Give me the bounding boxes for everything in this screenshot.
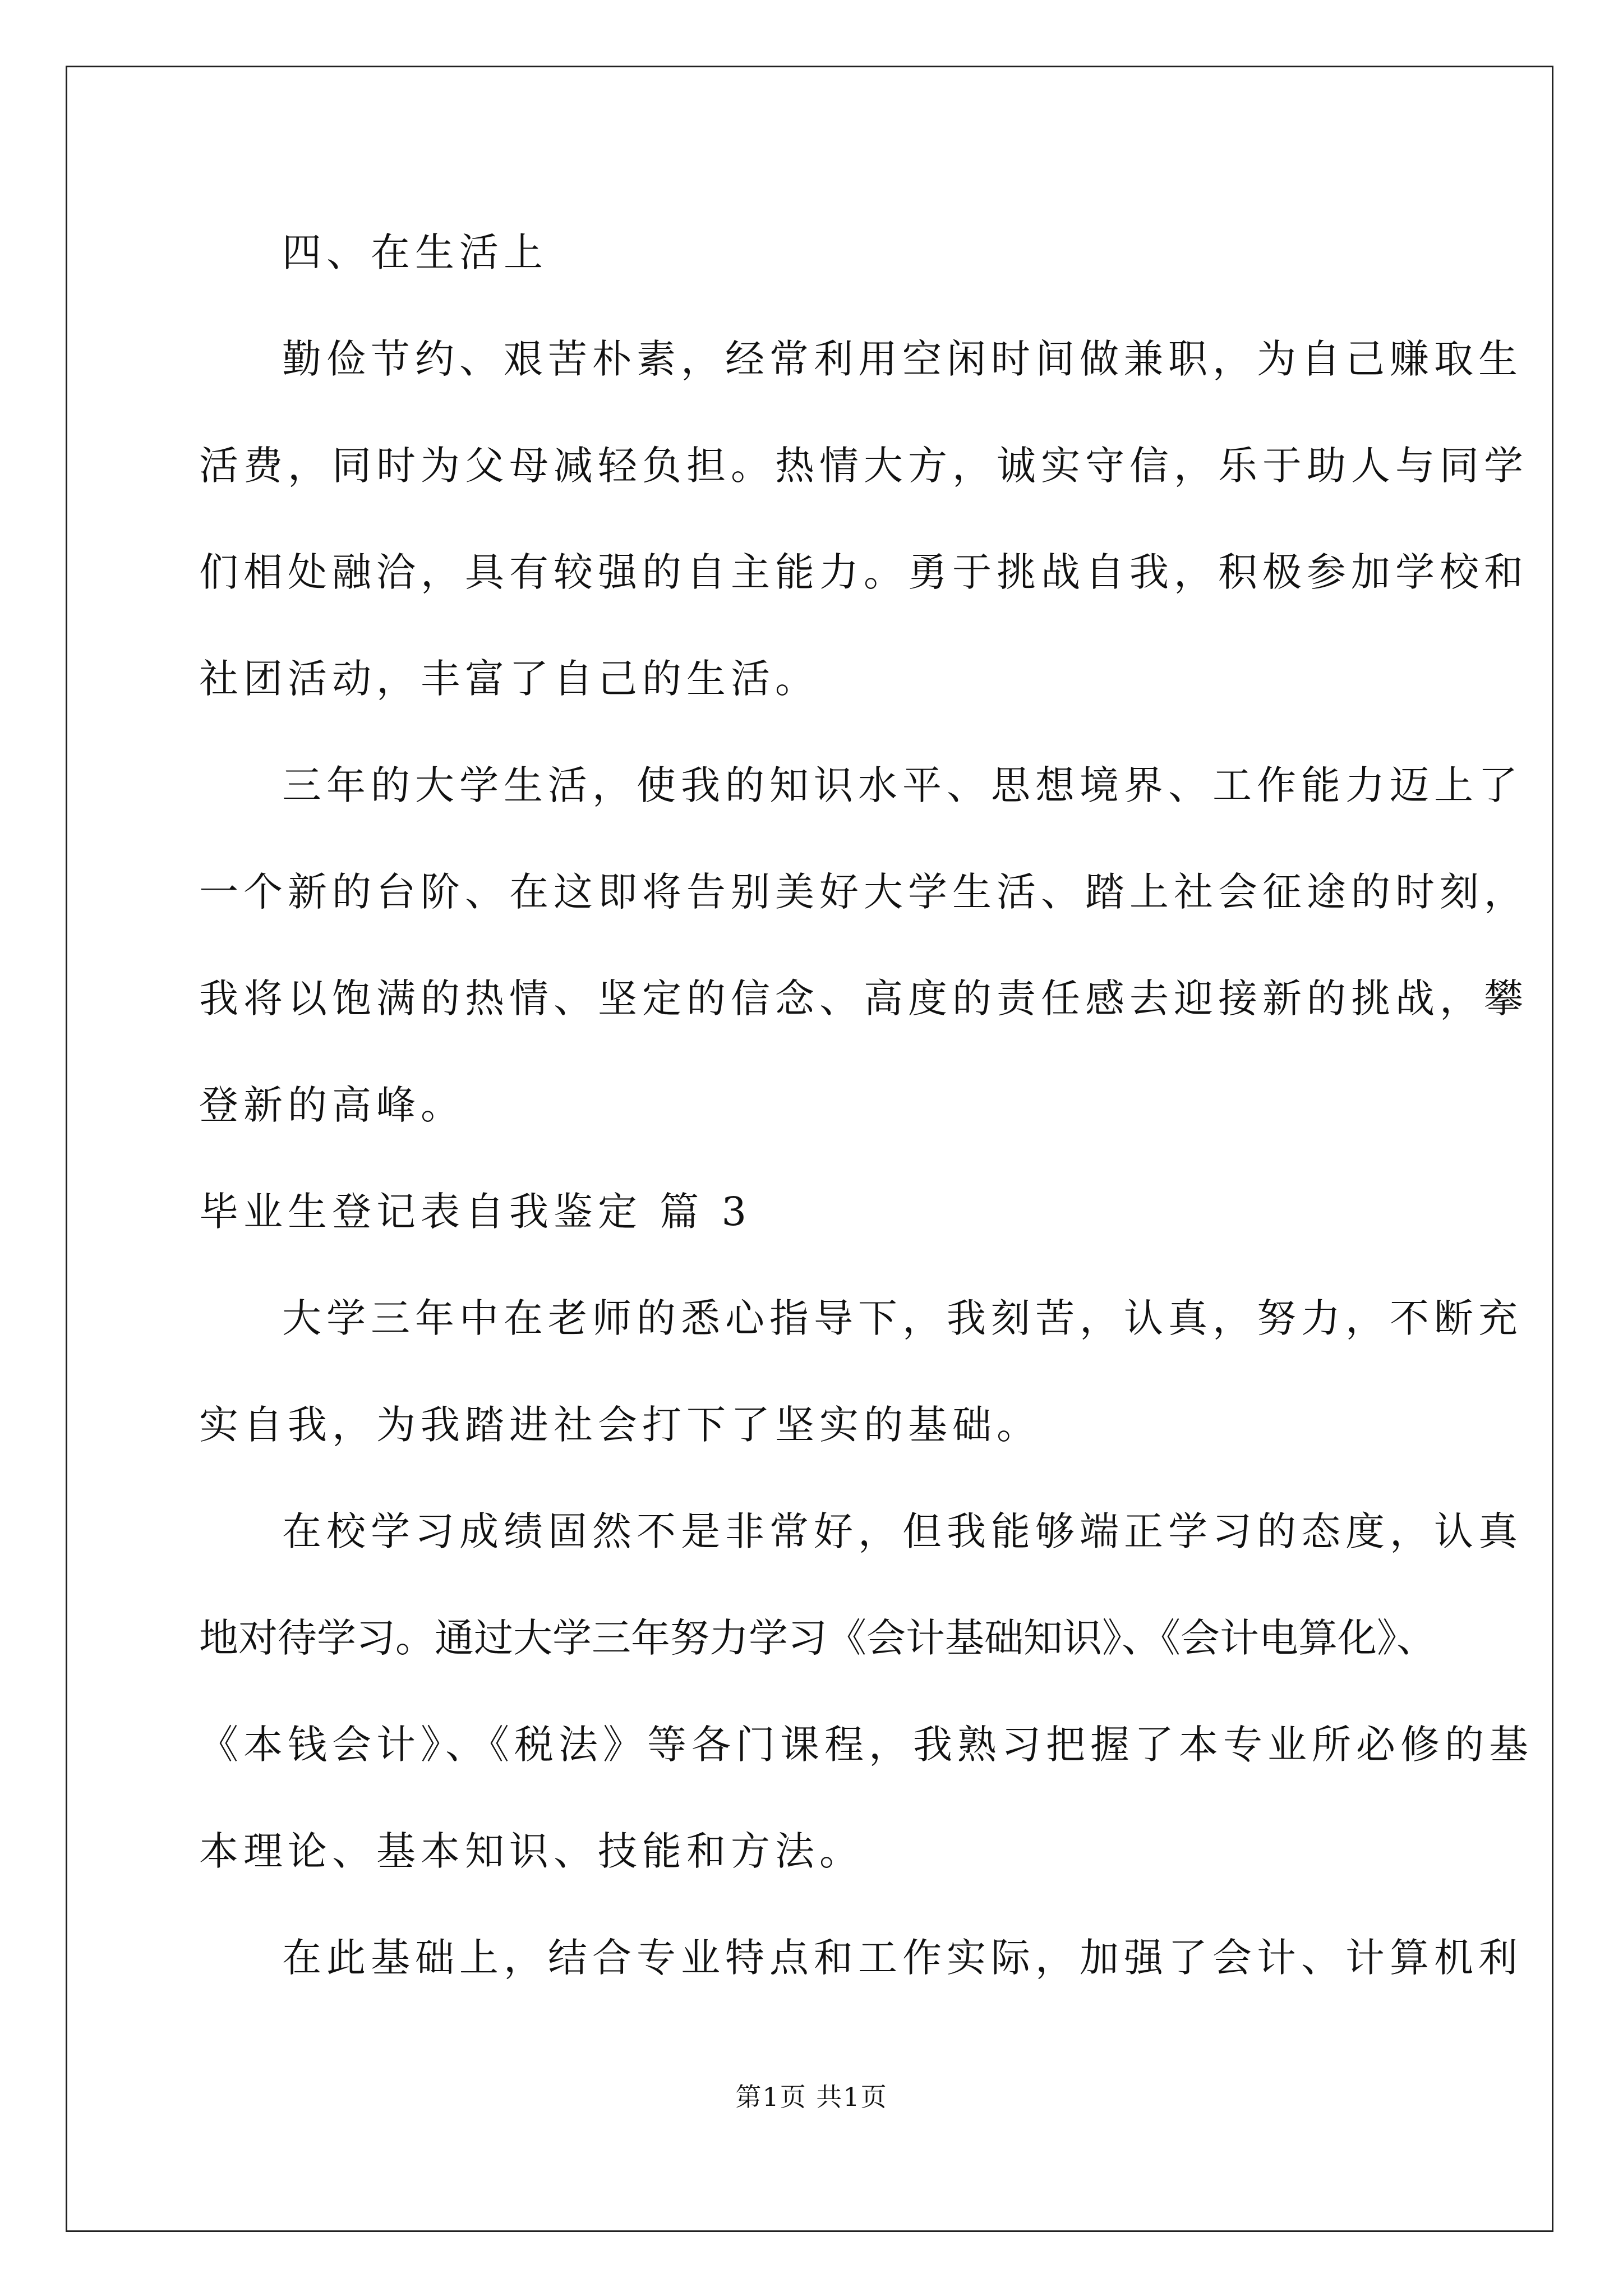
paragraph-line: 本理论、基本知识、技能和方法。 [199,1828,864,1874]
paragraph-line: 大学三年中在老师的悉心指导下，我刻苦，认真，努力，不断充 [282,1295,1523,1341]
paragraph-line: 社团活动，丰富了自己的生活。 [199,656,819,702]
paragraph-line: 勤俭节约、艰苦朴素，经常利用空闲时间做兼职，为自己赚取生 [282,336,1523,382]
paragraph-line: 实自我，为我踏进社会打下了坚实的基础。 [199,1402,1041,1448]
article-title: 毕业生登记表自我鉴定 篇 3 [199,1189,752,1235]
paragraph-line: 活费，同时为父母减轻负担。热情大方，诚实守信，乐于助人与同学 [199,443,1528,489]
paragraph-line: 我将以饱满的热情、坚定的信念、高度的责任感去迎接新的挑战，攀 [199,976,1528,1022]
paragraph-line: 在此基础上，结合专业特点和工作实际，加强了会计、计算机利 [282,1935,1523,1981]
paragraph-line: 地对待学习。通过大学三年努力学习《会计基础知识》、《会计电算化》、 [199,1615,1436,1661]
paragraph-line: 登新的高峰。 [199,1082,465,1128]
page-footer: 第1页 共1页 [735,2082,888,2112]
paragraph-line: 《本钱会计》、《税法》等各门课程，我熟习把握了本专业所必修的基 [199,1722,1533,1768]
paragraph-line: 们相处融洽，具有较强的自主能力。勇于挑战自我，积极参加学校和 [199,549,1528,595]
paragraph-line: 三年的大学生活，使我的知识水平、思想境界、工作能力迈上了 [282,762,1523,808]
paragraph-line: 在校学习成绩固然不是非常好，但我能够端正学习的态度，认真 [282,1508,1523,1554]
section-heading: 四、在生活上 [282,229,548,275]
page-border [66,66,1553,2232]
paragraph-line: 一个新的台阶、在这即将告别美好大学生活、踏上社会征途的时刻， [199,869,1528,915]
